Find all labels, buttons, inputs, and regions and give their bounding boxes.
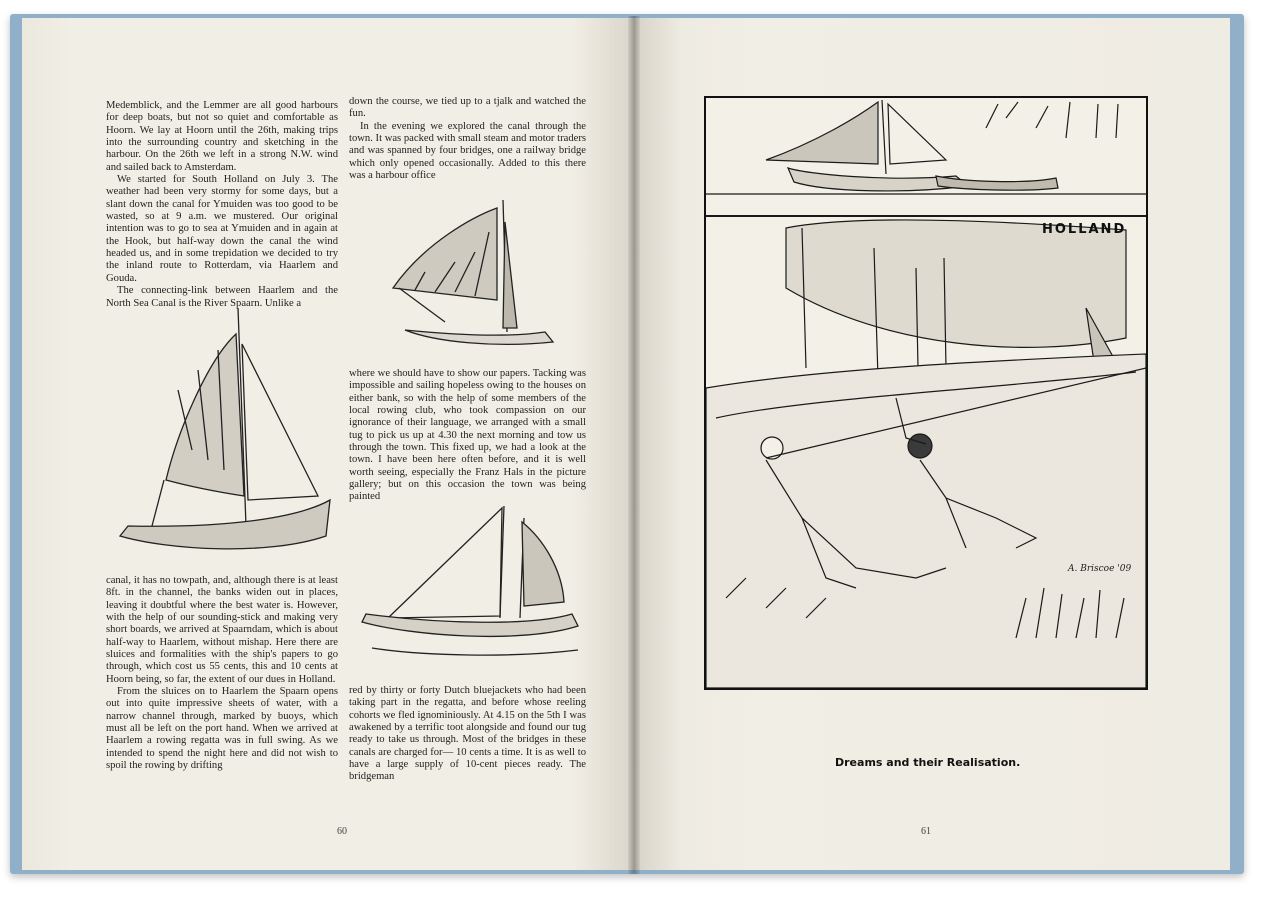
paragraph: canal, it has no towpath, and, although there is at least 8ft. in the channel, the banks widen out in places, leaving it doubtful where the best water is. However, with the help of our sounding-stick and making very short boards, we arrived at Spaarndam, which is about half-way to Haarlem, without mishap. Here there are sluices and formalities with the ship's papers to go through, which cost us 55 cents, this and 10 cents at Hoorn being, so far, the extent of our dues in Holland. — [106, 575, 338, 685]
col2-mid-text — [349, 368, 586, 504]
sailboat-sketch-bottom — [352, 498, 588, 662]
col1-top-text — [106, 100, 338, 310]
paragraph: red by thirty or forty Dutch bluejackets who had been taking part in the regatta, and before whose reeling cohorts we fled ignominiously. At 4.15 on the 5th I was awakened by a terrific toot alongside and found our tug ready to take us through. Most of the bridges in these canals are charged for— 10 cents a time. It is as well to have a large supply of 10-cent pieces ready. The bridgeman — [349, 685, 586, 783]
col1-bottom-text — [106, 575, 338, 773]
sailboat-sketch-top-right — [385, 192, 557, 354]
sailboat-sketch-left — [108, 300, 336, 558]
col2-top-text — [349, 96, 586, 182]
artist-signature: A. Briscoe '09 — [1068, 564, 1132, 574]
paragraph: down the course, we tied up to a tjalk and watched the fun. — [349, 96, 586, 120]
page-number-left: 60 — [337, 826, 347, 837]
illustration-plate — [704, 96, 1148, 690]
book-spine — [628, 16, 640, 874]
paragraph: We started for South Holland on July 3. The weather had been very stormy for some days, but a slant down the canal for Ymuiden was too good to be wasted, so at 9 a.m. we mustered. Our original intention was to go to sea at Ymuiden and in again at the Hook, but half-way down the canal the wind headed us, and in some trepidation we decided to try the inland route to Rotterdam, via Haarlem and Gouda. — [106, 174, 338, 284]
holland-sign-text: HOLLAND — [1042, 222, 1127, 237]
paragraph: The connecting-link between Haarlem and the North Sea Canal is the River Spaarn. Unlike a — [106, 285, 338, 309]
paragraph: In the evening we explored the canal through the town. It was packed with small steam and motor traders and was spanned by four bridges, one a railway bridge which only opened occasionally. Added to this there was a harbour office — [349, 120, 586, 182]
paragraph: From the sluices on to Haarlem the Spaarn opens out into quite impressive sheets of water, with a narrow channel through, marked by buoys, which must all be left on the port hand. When we arrived at Haarlem a rowing regatta was in full swing. As we intended to spend the night here and did not wish to spoil the rowing by drifting — [106, 686, 338, 772]
col2-bottom-text — [349, 685, 586, 784]
page-number-right: 61 — [921, 826, 931, 837]
plate-caption: Dreams and their Realisation. — [835, 756, 1021, 769]
paragraph: where we should have to show our papers. Tacking was impossible and sailing hopeless owing to the houses on either bank, so with the help of some members of the local rowing club, who took compassion on our ignorance of their language, we arranged with a small tug to pick us up at 4.30 the next morning and tow us through the town. This fixed up, we had a look at the town. I have been here often before, and it is well worth seeing, especially the Franz Hals in the picture gallery; but on this occasion the town was being painted — [349, 368, 586, 503]
paragraph: Medemblick, and the Lemmer are all good harbours for deep boats, but not so quiet and comfortable as Hoorn. We lay at Hoorn until the 26th, making trips into the surrounding country and sketching in the harbour. On the 26th we left in a strong N.W. wind and sailed back to Amsterdam. — [106, 100, 338, 173]
